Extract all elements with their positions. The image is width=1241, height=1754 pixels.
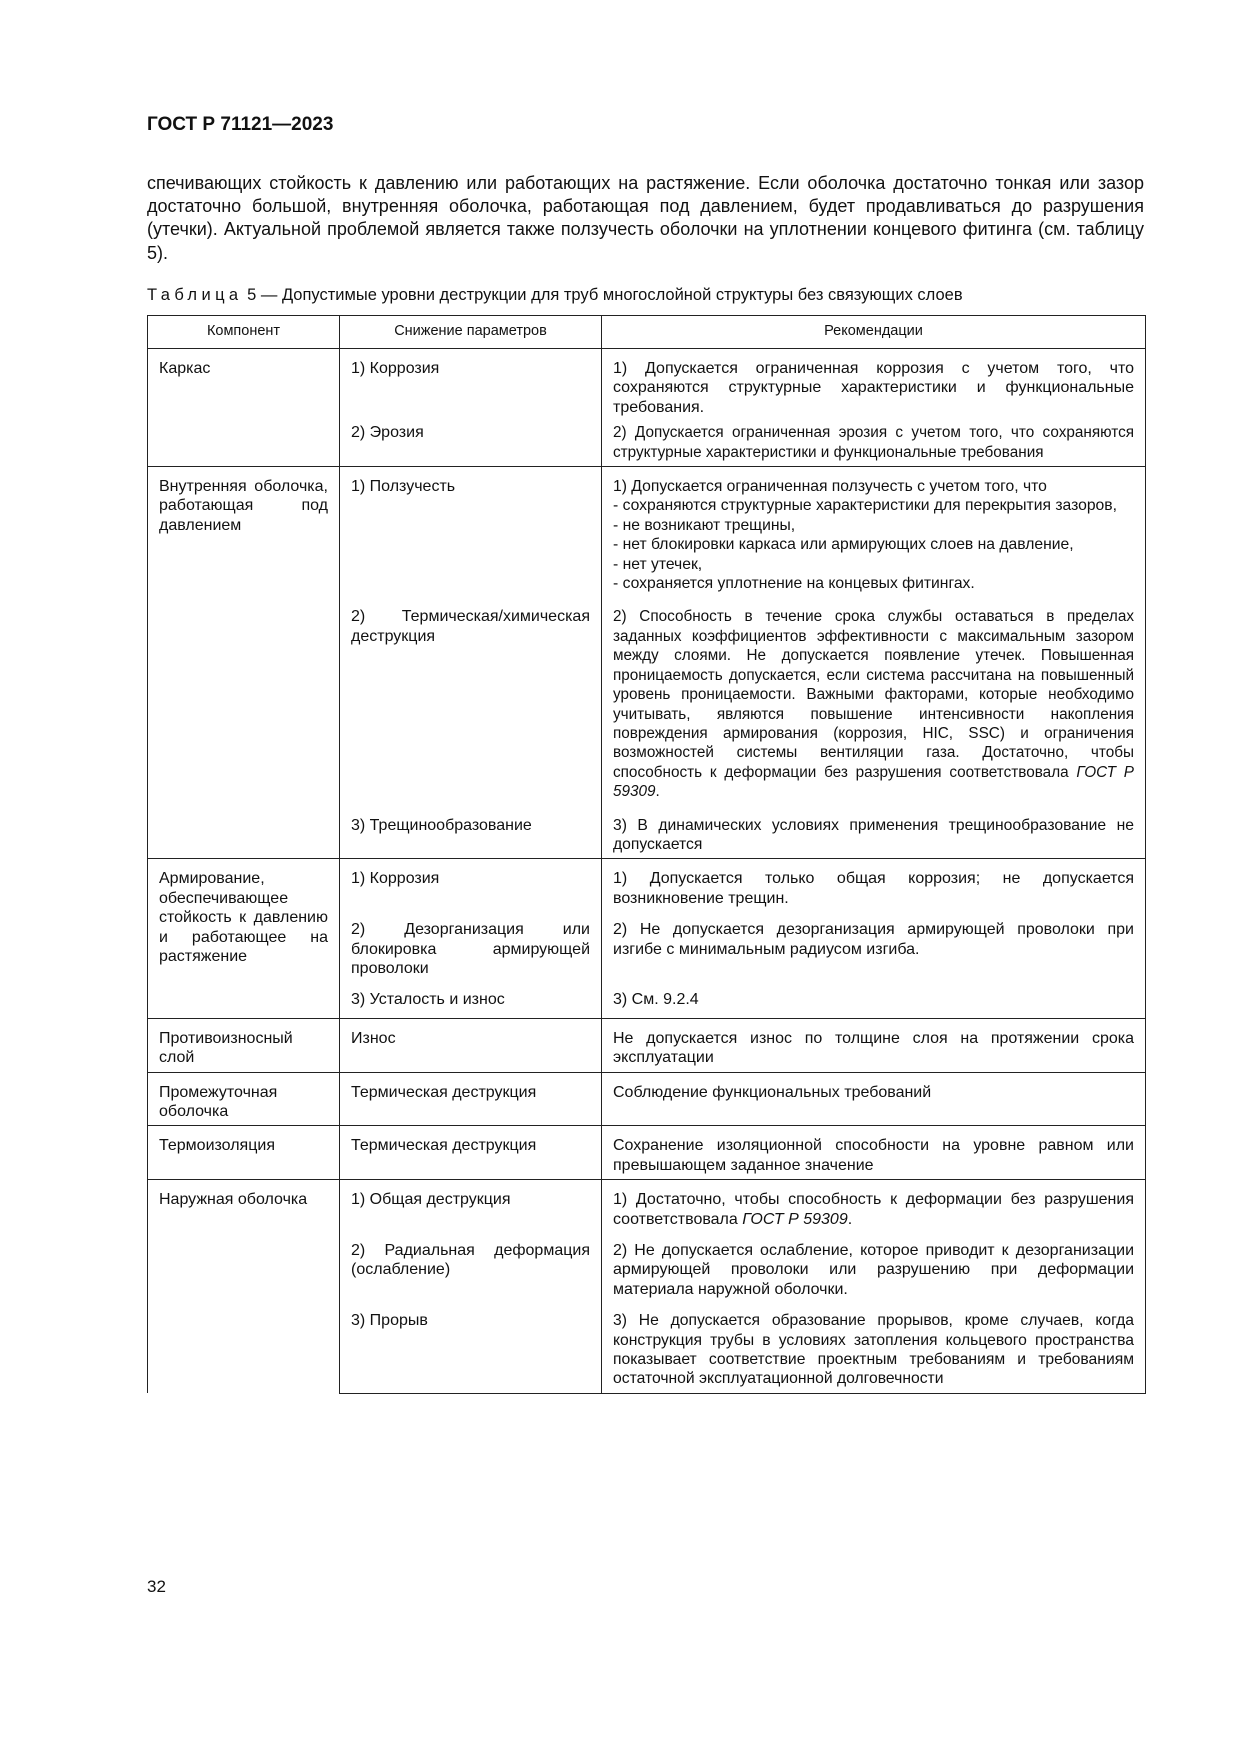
- component-cell: Противоизносный слой: [148, 1018, 340, 1072]
- component-cell: Внутренняя оболочка, работающая под давлением: [148, 467, 340, 859]
- document-header: ГОСТ Р 71121—2023: [147, 114, 334, 135]
- table-row: [148, 1180, 1146, 1233]
- intro-paragraph: спечивающих стойкость к давлению или работающих на растяжение. Если оболочка достаточно тонкая или зазор достаточно большой, внутренняя оболочка, работающая под давлением, будет продавливаться до разрушения (утечки). Актуальной проблемой является также ползучесть оболочки на уплотнении концевого фитинга (см. таблицу 5).: [147, 173, 1144, 263]
- recommendation-line: - сохраняются структурные характеристики для перекрытия зазоров,: [613, 497, 1117, 515]
- parameter-cell: Термическая деструкция: [340, 1072, 602, 1126]
- parameter-cell: 2) Термическая/химическая деструкция: [340, 597, 602, 805]
- recommendation-cell: 3) В динамических условиях применения трещинообразование не допускается: [602, 806, 1146, 859]
- parameter-cell: 2) Эрозия: [340, 421, 602, 466]
- recommendation-cell: [602, 467, 1146, 598]
- table-caption-label: Таблица: [147, 286, 243, 304]
- recommendation-cell: Сохранение изоляционной способности на уровне равном или превышающем заданное значение: [602, 1126, 1146, 1180]
- parameter-cell: Термическая деструкция: [340, 1126, 602, 1180]
- header-component: Компонент: [148, 316, 340, 349]
- recommendation-cell: 2) Не допускается ослабление, которое приводит к дезорганизации армирующей проволоки или разрушению при деформации материала наружной оболочки.: [602, 1233, 1146, 1303]
- parameter-cell: 1) Общая деструкция: [340, 1180, 602, 1233]
- parameter-cell: 2) Радиальная деформация (ослабление): [340, 1233, 602, 1303]
- standard-reference: ГОСТ Р 59309: [742, 1210, 848, 1228]
- recommendation-end: .: [847, 1210, 853, 1228]
- recommendation-cell: 3) Не допускается образование прорывов, кроме случаев, когда конструкция трубы в условиях затопления кольцевого пространства показывает соответствие проектным требованиям и требованиям остаточной эксплуатационной долговечности: [602, 1303, 1146, 1393]
- header-parameter-reduction: Снижение параметров: [340, 316, 602, 349]
- recommendation-text: 1) Достаточно, чтобы способность к деформации без разрушения соответствовала: [613, 1191, 1134, 1228]
- table-row: [148, 1072, 1146, 1126]
- parameter-cell: 3) Прорыв: [340, 1303, 602, 1393]
- recommendation-cell: Соблюдение функциональных требований: [602, 1072, 1146, 1126]
- recommendation-cell: 1) Допускается ограниченная коррозия с учетом того, что сохраняются структурные характеристики и функциональные требования.: [602, 349, 1146, 422]
- component-cell: Наружная оболочка: [148, 1180, 340, 1394]
- recommendation-cell: 2) Не допускается дезорганизация армирующей проволоки при изгибе с минимальным радиусом изгиба.: [602, 912, 1146, 982]
- page-number: 32: [147, 1577, 166, 1596]
- header-recommendations: Рекомендации: [602, 316, 1146, 349]
- recommendation-line: - нет утечек,: [613, 555, 703, 573]
- recommendation-line: - нет блокировки каркаса или армирующих слоев на давление,: [613, 536, 1074, 554]
- table-caption: [147, 286, 963, 305]
- recommendation-cell: [602, 1180, 1146, 1233]
- table-row: [148, 1126, 1146, 1180]
- recommendation-cell: [602, 597, 1146, 805]
- component-cell: Каркас: [148, 349, 340, 467]
- parameter-cell: Износ: [340, 1018, 602, 1072]
- parameter-cell: 1) Ползучесть: [340, 467, 602, 598]
- table-row: [148, 859, 1146, 912]
- table-caption-text: 5 — Допустимые уровни деструкции для труб многослойной структуры без связующих слоев: [247, 286, 963, 304]
- standard-reference: ГОСТ Р 59309: [613, 763, 1135, 801]
- recommendation-end: .: [655, 783, 660, 801]
- component-cell: Армирование, обеспечивающее стойкость к давлению и работающее на растяжение: [148, 859, 340, 1018]
- table-row: [148, 1018, 1146, 1072]
- parameter-cell: 3) Трещинообразование: [340, 806, 602, 859]
- recommendation-cell: 2) Допускается ограниченная эрозия с учетом того, что сохраняются структурные характеристики и функциональные требования: [602, 421, 1146, 466]
- recommendation-cell: 1) Допускается только общая коррозия; не допускается возникновение трещин.: [602, 859, 1146, 912]
- component-cell: Промежуточная оболочка: [148, 1072, 340, 1126]
- degradation-table: [147, 315, 1146, 1394]
- table-row: [148, 349, 1146, 422]
- parameter-cell: 1) Коррозия: [340, 349, 602, 422]
- recommendation-cell: 3) См. 9.2.4: [602, 982, 1146, 1018]
- recommendation-line: - сохраняется уплотнение на концевых фитингах.: [613, 575, 975, 593]
- table-row: [148, 467, 1146, 598]
- recommendation-text: 2) Способность в течение срока службы оставаться в пределах заданных коэффициентов эффективности с максимальным зазором между слоями. Не допускается появление утечек. Повышенная проницаемость допускается, если система рассчитана на повышенный уровень проницаемости. Важными факторами, которые необходимо учитывать, являются повышение интенсивности накопления повреждения армирования (коррозия, HIC, SSC) и ограничения возможностей системы вентиляции газа. Достаточно, чтобы способность к деформации без разрушения соответствовала: [613, 608, 1134, 781]
- table-header-row: [148, 316, 1146, 349]
- component-cell: Термоизоляция: [148, 1126, 340, 1180]
- parameter-cell: 3) Усталость и износ: [340, 982, 602, 1018]
- recommendation-line: - не возникают трещины,: [613, 516, 796, 534]
- recommendation-cell: Не допускается износ по толщине слоя на протяжении срока эксплуатации: [602, 1018, 1146, 1072]
- parameter-cell: 1) Коррозия: [340, 859, 602, 912]
- parameter-cell: 2) Дезорганизация или блокировка армирующей проволоки: [340, 912, 602, 982]
- recommendation-line: 1) Допускается ограниченная ползучесть с учетом того, что: [613, 478, 1047, 496]
